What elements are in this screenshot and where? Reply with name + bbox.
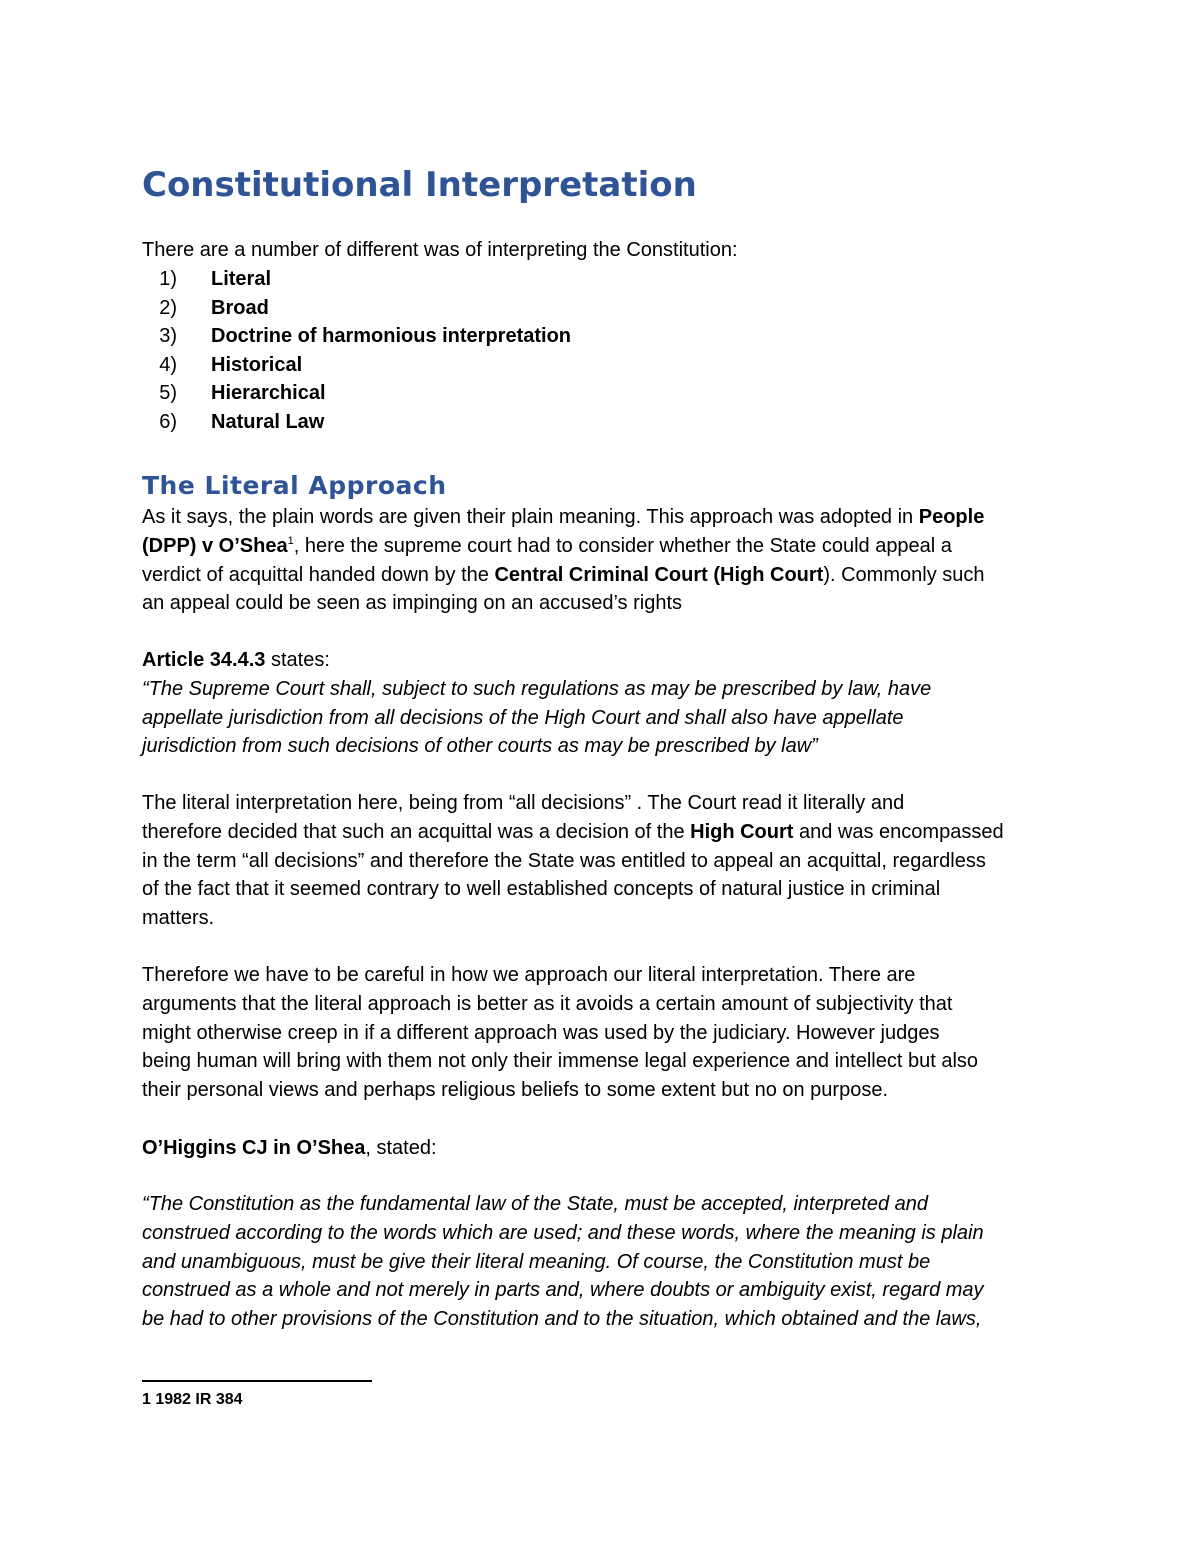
list-label: Doctrine of harmonious interpretation xyxy=(211,325,572,348)
text-run: As it says, the plain words are given their plain meaning. This approach was adopted in xyxy=(142,506,919,528)
text-line: being human will bring with them not only their immense legal experience and intellect but also xyxy=(142,1050,979,1073)
ohiggins-quote xyxy=(142,1190,1082,1334)
text-line: Therefore we have to be careful in how we approach our literal interpretation. There are xyxy=(142,964,916,986)
intro-text: There are a number of different was of interpreting the Constitution: xyxy=(142,239,738,261)
text-run: and was encompassed xyxy=(793,820,1004,843)
case-name: People xyxy=(918,506,985,528)
quote-line: “The Supreme Court shall, subject to such regulations as may be prescribed by law, have xyxy=(142,677,932,700)
list-label: Broad xyxy=(211,296,269,319)
list-number: 1) xyxy=(159,268,177,290)
page-title: Constitutional Interpretation xyxy=(142,165,697,205)
list-label: Hierarchical xyxy=(211,382,326,405)
text-line: of the fact that it seemed contrary to well established concepts of natural justice in criminal xyxy=(142,878,941,901)
list-item xyxy=(142,408,571,437)
text-line xyxy=(142,818,1082,847)
list-item xyxy=(142,351,571,380)
quote-line: construed as a whole and not merely in parts and, where doubts or ambiguity exist, regard may xyxy=(142,1279,984,1302)
text-line xyxy=(142,1134,1082,1163)
interpretation-list xyxy=(142,265,571,437)
quote-line: appellate jurisdiction from all decisions of the High Court and shall also have appellate xyxy=(142,706,904,729)
text-line: matters. xyxy=(142,907,215,930)
footnote-separator xyxy=(142,1380,372,1382)
list-item xyxy=(142,322,571,351)
paragraph-caution xyxy=(142,961,1082,1105)
list-item xyxy=(142,265,571,294)
text-run: states: xyxy=(265,649,330,671)
list-number: 2) xyxy=(159,296,177,319)
text-line: an appeal could be seen as impinging on an accused’s rights xyxy=(142,592,682,615)
text-line xyxy=(142,532,1082,561)
quote-line: jurisdiction from such decisions of other courts as may be prescribed by law” xyxy=(142,735,818,758)
text-run: ). Commonly such xyxy=(823,563,985,586)
text-run: therefore decided that such an acquittal was a decision of the xyxy=(142,820,691,843)
text-run: , stated: xyxy=(365,1137,437,1159)
footnote-ref: 1 xyxy=(287,534,294,547)
quote-line: construed according to the words which are used; and these words, where the meaning is plain xyxy=(142,1221,984,1244)
list-label: Literal xyxy=(211,268,272,290)
footnote: 1 1982 IR 384 xyxy=(142,1391,243,1408)
list-number: 3) xyxy=(159,325,177,348)
section-heading: The Literal Approach xyxy=(142,471,447,500)
judge-name: O’Higgins CJ in O’Shea xyxy=(142,1137,366,1159)
quote-line: be had to other provisions of the Constitution and to the situation, which obtained and the laws, xyxy=(142,1308,982,1331)
text-run: , here the supreme court had to consider whether the State could appeal a xyxy=(293,534,952,557)
quote-line: “The Constitution as the fundamental law of the State, must be accepted, interpreted and xyxy=(142,1193,929,1215)
court-name: High Court xyxy=(690,820,794,843)
paragraph-literal-intro xyxy=(142,503,1082,618)
text-line: in the term “all decisions” and therefore the State was entitled to appeal an acquittal, regardless xyxy=(142,849,986,872)
case-name: (DPP) v O’Shea xyxy=(142,534,288,557)
ohiggins-intro xyxy=(142,1134,1082,1163)
list-item xyxy=(142,379,571,408)
list-number: 4) xyxy=(159,353,177,376)
list-label: Historical xyxy=(211,353,303,376)
court-name: Central Criminal Court (High Court xyxy=(494,563,824,586)
list-number: 5) xyxy=(159,382,177,405)
list-label: Natural Law xyxy=(211,410,325,433)
list-item xyxy=(142,294,571,323)
paragraph-literal-interpretation xyxy=(142,789,1082,933)
text-run: verdict of acquittal handed down by the xyxy=(142,563,495,586)
quote-line: and unambiguous, must be give their literal meaning. Of course, the Constitution must be xyxy=(142,1250,931,1273)
text-line: The literal interpretation here, being from “all decisions” . The Court read it literally and xyxy=(142,792,905,814)
list-number: 6) xyxy=(159,410,177,433)
text-line: might otherwise creep in if a different approach was used by the judiciary. However judges xyxy=(142,1021,940,1044)
article-block xyxy=(142,646,1082,761)
article-heading xyxy=(142,646,1082,675)
text-line xyxy=(142,561,1082,590)
article-number: Article 34.4.3 xyxy=(142,649,266,671)
text-line: their personal views and perhaps religious beliefs to some extent but no on purpose. xyxy=(142,1079,889,1102)
text-line: arguments that the literal approach is better as it avoids a certain amount of subjectivity that xyxy=(142,992,953,1015)
text-line xyxy=(142,503,1082,532)
